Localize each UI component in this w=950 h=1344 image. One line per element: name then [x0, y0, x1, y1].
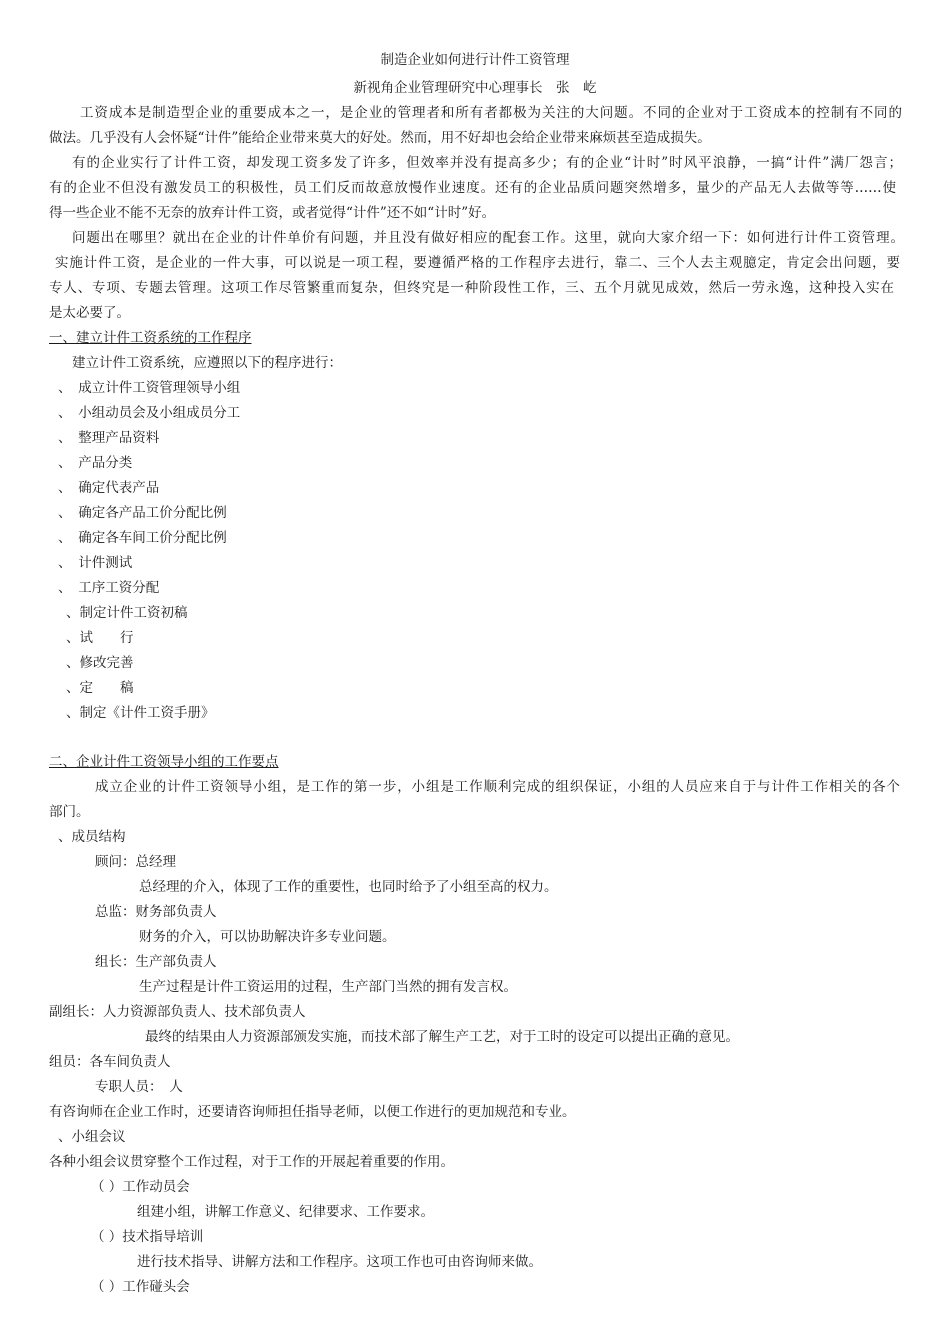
meetings-note: 各种小组会议贯穿整个工作过程，对于工作的开展起着重要的作用。 — [49, 1154, 454, 1170]
director-role: 总监：财务部负责人 — [95, 904, 217, 920]
meeting-item-note: 进行技术指导、讲解方法和工作程序。这项工作也可由咨询师来做。 — [137, 1254, 542, 1270]
advisor-note: 总经理的介入，体现了工作的重要性，也同时给予了小组至高的权力。 — [139, 879, 558, 895]
deputy-role: 副组长：人力资源部负责人、技术部负责人 — [49, 1004, 306, 1020]
advisor-role: 顾问：总经理 — [95, 854, 176, 870]
procedure-step: 、 确定代表产品 — [58, 480, 160, 496]
leader-role: 组长：生产部负责人 — [95, 954, 217, 970]
document-author: 新视角企业管理研究中心理事长 张 屹 — [353, 80, 597, 96]
section-1-heading: 一、建立计件工资系统的工作程序 — [49, 330, 252, 346]
intro-paragraph-2-line-1: 有的企业实行了计件工资，却发现工资多发了许多，但效率并没有提高多少；有的企业“计时”时风平浪静，一搞“计件”满厂怨言； — [72, 155, 902, 171]
document-title: 制造企业如何进行计件工资管理 — [380, 52, 570, 68]
procedure-step: 、 计件测试 — [58, 555, 133, 571]
procedure-step: 、 产品分类 — [58, 455, 133, 471]
intro-paragraph-2-line-2: 有的企业不但没有激发员工的积极性，员工们反而故意放慢作业速度。还有的企业品质问题突然增多，量少的产品无人去做等等……使 — [49, 180, 896, 196]
procedure-step: 、修改完善 — [66, 655, 134, 671]
leader-note: 生产过程是计件工资运用的过程，生产部门当然的拥有发言权。 — [139, 979, 517, 995]
consultant-note: 有咨询师在企业工作时，还要请咨询师担任指导老师，以便工作进行的更加规范和专业。 — [49, 1104, 576, 1120]
intro-paragraph-4-line-2: 专人、专项、专题去管理。这项工作尽管繁重而复杂，但终究是一种阶段性工作，三、五个月就见成效，然后一劳永逸，这种投入实在 — [49, 280, 894, 296]
intro-paragraph-3-line-1: 问题出在哪里？就出在企业的计件单价有问题，并且没有做好相应的配套工作。这里，就向大家介绍一下：如何进行计件工资管理。 — [72, 230, 904, 246]
staff-role: 专职人员： 人 — [95, 1079, 183, 1095]
procedure-step: 、制定《计件工资手册》 — [66, 705, 215, 721]
procedure-step: 、 工序工资分配 — [58, 580, 160, 596]
intro-paragraph-1-line-1: 工资成本是制造型企业的重要成本之一，是企业的管理者和所有者都极为关注的大问题。不同的企业对于工资成本的控制有不同的 — [80, 105, 902, 121]
meeting-item-note: 组建小组，讲解工作意义、纪律要求、工作要求。 — [137, 1204, 434, 1220]
director-note: 财务的介入，可以协助解决许多专业问题。 — [139, 929, 396, 945]
intro-paragraph-4-line-1: 实施计件工资，是企业的一件大事，可以说是一项工程，要遵循严格的工作程序去进行，靠二、三个人去主观臆定，肯定会出问题，要 — [55, 255, 900, 271]
section-2-paragraph-line-2: 部门。 — [49, 804, 90, 820]
members-role: 组员：各车间负责人 — [49, 1054, 171, 1070]
procedure-step: 、 确定各车间工价分配比例 — [58, 530, 227, 546]
meeting-item: （ ）工作动员会 — [91, 1179, 190, 1195]
intro-paragraph-2-line-3: 得一些企业不能不无奈的放弃计件工资，或者觉得“计件”还不如“计时”好。 — [49, 205, 496, 221]
meetings-title: 、小组会议 — [58, 1129, 126, 1145]
section-2-heading: 二、企业计件工资领导小组的工作要点 — [49, 754, 279, 770]
intro-paragraph-1-line-2: 做法。几乎没有人会怀疑“计件”能给企业带来莫大的好处。然而，用不好却也会给企业带来麻烦甚至造成损失。 — [49, 130, 711, 146]
intro-paragraph-4-line-3: 是太必要了。 — [49, 305, 130, 321]
meeting-item: （ ）技术指导培训 — [91, 1229, 204, 1245]
section-1-lead: 建立计件工资系统，应遵照以下的程序进行： — [72, 355, 342, 371]
members-structure-title: 、成员结构 — [58, 829, 126, 845]
meeting-item: （ ）工作碰头会 — [91, 1279, 190, 1295]
section-2-paragraph-line-1: 成立企业的计件工资领导小组，是工作的第一步，小组是工作顺利完成的组织保证，小组的人员应来自于与计件工作相关的各个 — [95, 779, 900, 795]
procedure-step: 、 小组动员会及小组成员分工 — [58, 405, 241, 421]
procedure-step: 、定 稿 — [66, 680, 134, 696]
procedure-step: 、试 行 — [66, 630, 134, 646]
deputy-note: 最终的结果由人力资源部颁发实施，而技术部了解生产工艺，对于工时的设定可以提出正确的意见。 — [145, 1029, 739, 1045]
procedure-step: 、 整理产品资料 — [58, 430, 160, 446]
procedure-step: 、制定计件工资初稿 — [66, 605, 188, 621]
procedure-step: 、 确定各产品工价分配比例 — [58, 505, 227, 521]
procedure-step: 、 成立计件工资管理领导小组 — [58, 380, 241, 396]
